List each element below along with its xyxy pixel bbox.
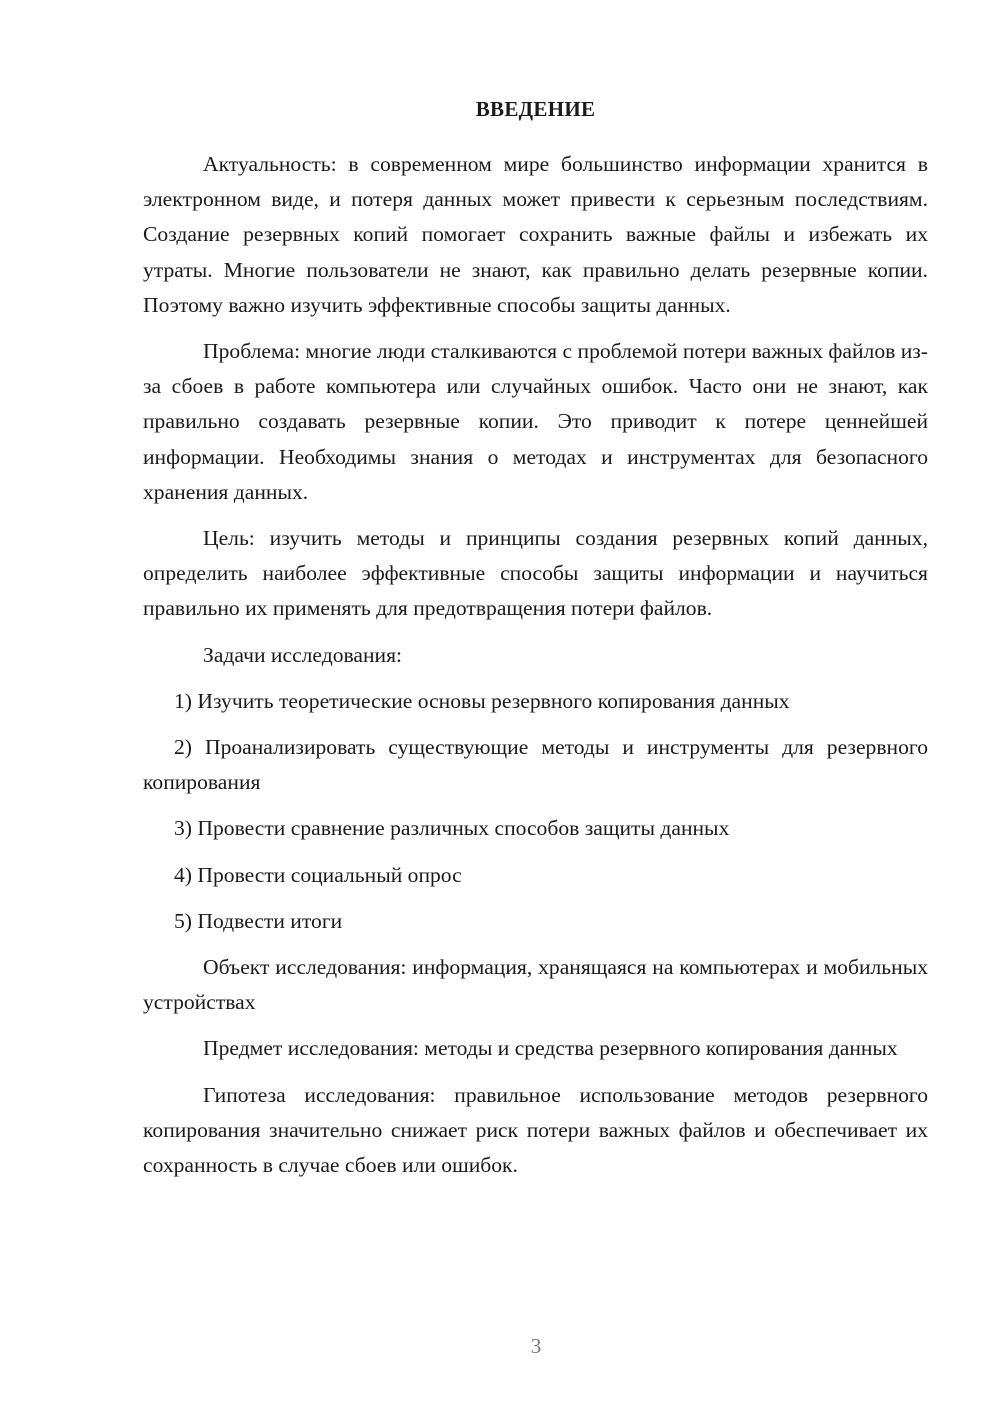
tasks-heading: Задачи исследования:: [203, 642, 403, 667]
list-item: 2) Проанализировать существующие методы и инструменты для резервного копирования: [143, 735, 928, 795]
document-page: [143, 92, 928, 1194]
relevance-paragraph: Актуальность: в современном мире большинство информации хранится в электронном виде, и потеря данных может привести к серьезным последствиям. Создание резервных копий помогает сохранить важные файлы и избежать их утраты. Многие пользователи не знают, как правильно делать резервные копии. Поэтому важно изучить эффективные способы защиты данных.: [143, 152, 928, 317]
goal-paragraph: Цель: изучить методы и принципы создания резервных копий данных, определить наиболее эффективные способы защиты информации и научиться правильно их применять для предотвращения потери файлов.: [143, 526, 928, 621]
list-item: 4) Провести социальный опрос: [174, 862, 462, 887]
list-item: 5) Подвести итоги: [174, 908, 343, 933]
page-number: 3: [530, 1334, 542, 1358]
page-title: ВВЕДЕНИЕ: [475, 97, 596, 121]
object-paragraph: Объект исследования: информация, хранящаяся на компьютерах и мобильных устройствах: [143, 955, 928, 1015]
list-item: 3) Провести сравнение различных способов защиты данных: [174, 816, 730, 841]
list-item: 1) Изучить теоретические основы резервного копирования данных: [174, 688, 790, 713]
subject-paragraph: Предмет исследования: методы и средства резервного копирования данных: [203, 1036, 898, 1061]
hypothesis-paragraph: Гипотеза исследования: правильное использование методов резервного копирования значительно снижает риск потери важных файлов и обеспечивает их сохранность в случае сбоев или ошибок.: [143, 1082, 928, 1178]
problem-paragraph: Проблема: многие люди сталкиваются с проблемой потери важных файлов из-за сбоев в работе компьютера или случайных ошибок. Часто они не знают, как правильно создавать резервные копии. Это приводит к потере ценнейшей информации. Необходимы знания о методах и инструментах для безопасного хранения данных.: [143, 339, 928, 504]
